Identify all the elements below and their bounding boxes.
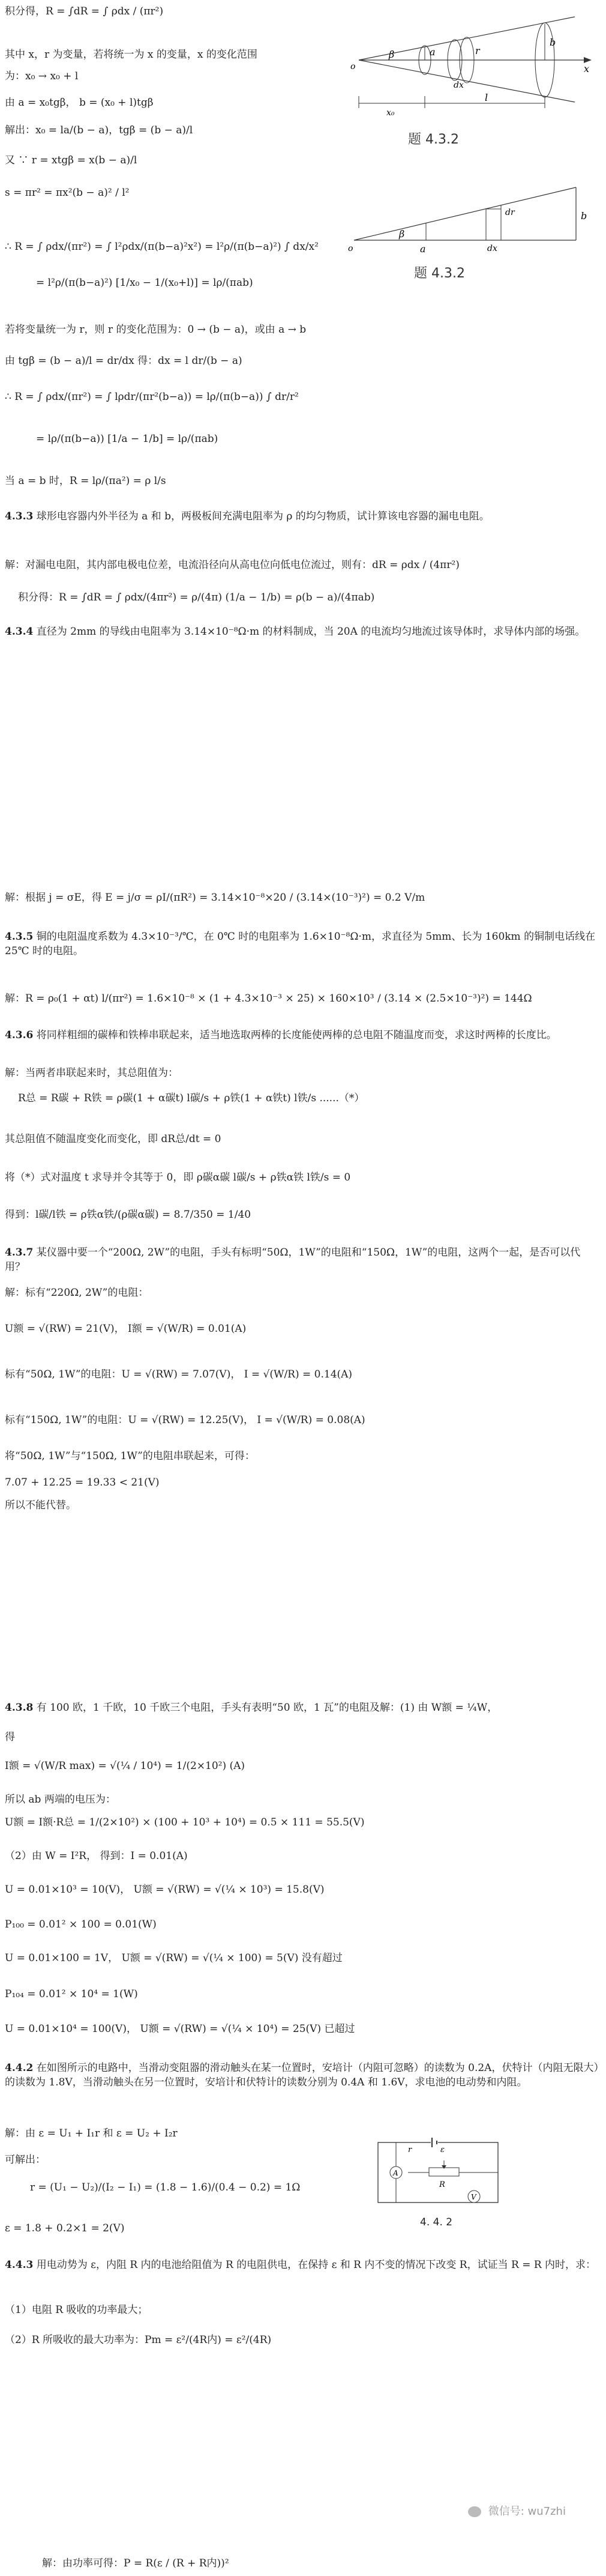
q442-title: 4.4.2 [5,2062,34,2074]
q437-step-2: U额 = √(RW) = 21(V)， I额 = √(W/R) = 0.01(A) [5,1323,247,1335]
q435-statement [5,930,599,958]
fig1-x0: x₀ [386,108,395,118]
q434-text: 直径为 2mm 的导线由电阻率为 3.14×10⁻⁸Ω·m 的材料制成，当 20A 的电流均匀地流过该导体时，求导体内部的场强。 [36,626,586,638]
q437-step-7: 所以不能代替。 [5,1499,76,1511]
voltmeter-label: V [471,2193,476,2201]
q437-text: 某仪器中要一个“200Ω, 2W”的电阻，手头有标明“50Ω，1W”的电阻和“150Ω，1W”的电阻，这两个一起，是否可以代用？ [5,1247,581,1273]
fig2-b: b [581,210,587,222]
intro-line-2: 其中 x，r 为变量，若将统一为 x 的变量，x 的变化范围 [5,49,257,61]
q436-step-4: 将（*）式对温度 t 求导并令其等于 0，即 ρ碳α碳 l碳/s + ρ铁α铁 l铁/s = 0 [5,1172,351,1184]
q438-step-6: P₁₀₀ = 0.01² × 100 = 0.01(W) [5,1918,157,1930]
q433-solution-2: 积分得：R = ∫dR = ∫ ρdx/(4πr²) = ρ/(4π) (1/a − 1/b) = ρ(b − a)/(4πab) [18,591,375,603]
q438-text: 有 100 欧，1 千欧，10 千欧三个电阻，手头有表明“50 欧，1 瓦”的电阻及解：(1) 由 W额 = ¼W， [36,1702,498,1714]
q438-step-0: 得 [5,1731,15,1743]
cone-figure [347,12,599,126]
circuit-figure [372,2136,510,2212]
fig1-a: a [430,46,436,58]
axis-arrow [584,57,592,63]
q436-step-2: R总 = R碳 + R铁 = ρ碳(1 + α碳t) l碳/s + ρ铁(1 + α铁t) l铁/s ......（*） [18,1092,365,1104]
q437-step-1: 解：标有“220Ω, 2W”的电阻： [5,1287,149,1299]
triangle-figure [348,180,600,258]
fig1-r: r [475,45,480,56]
watermark-text: 微信号: wu7zhi [488,2505,566,2518]
fig1-b: b [550,37,556,48]
q438-title: 4.3.8 [5,1702,34,1714]
q443-text: 用电动势为 ε，内阻 R 内的电池给阻值为 R 的电阻供电，在保持 ε 和 R 内不变的情况下改变 R，试证当 R = R 内时，求： [36,2259,596,2271]
q436-text: 将同样粗细的碳棒和铁棒串联起来，适当地选取两棒的长度能使两棒的总电阻不随温度而变，求这时两棒的长度比。 [36,1029,557,1041]
q435-title: 4.3.5 [5,931,34,943]
q437-step-3: 标有“50Ω, 1W”的电阻：U = √(RW) = 7.07(V)， I = √(W/R) = 0.14(A) [5,1368,353,1380]
intro-line-14: 当 a = b 时，R = lρ/(πa²) = ρ l/s [5,475,166,487]
q435-solution: 解：R = ρ₀(1 + αt) l/(πr²) = 1.6×10⁻⁸ × (1 + 4.3×10⁻³ × 25) × 160×10³ / (3.14 × (2.5×10⁻³)²) = 144Ω [5,993,532,1005]
circuit-caption: 4. 4. 2 [420,2216,453,2228]
q442-statement [5,2061,599,2090]
fig2-dr: dr [505,208,515,217]
q435-text: 铜的电阻温度系数为 4.3×10⁻³/℃，在 0℃ 时的电阻率为 1.6×10⁻⁸Ω·m，求直径为 5mm、长为 160km 的铜制电话线在 25℃ 时的电阻。 [5,931,596,957]
intro-line-7: s = πr² = πx²(b − a)² / l² [5,187,130,199]
q437-statement [5,1245,599,1274]
q438-step-1: I额 = √(W/R max) = √(¼ / 10⁴) = 1/(2×10²) (A) [5,1760,245,1772]
figure1-caption: 题 4.3.2 [408,132,459,147]
q433-solution-1: 解：对漏电电阻，其内部电极电位差，电流沿径向从高电位向低电位流过，则有：dR = ρdx / (4πr²) [5,559,460,571]
q442-step-1: 解：由 ε = U₁ + I₁r 和 ε = U₂ + I₂r [5,2127,178,2139]
q433-text: 球形电容器内外半径为 a 和 b，两极板间充满电阻率为 ρ 的均匀物质，试计算该电容器的漏电电阻。 [36,510,490,522]
q442-step-4: ε = 1.8 + 0.2×1 = 2(V) [5,2222,125,2234]
wechat-icon [468,2506,481,2517]
q436-step-1: 解：当两者串联起来时，其总阻值为： [5,1067,178,1079]
q443-item-1: （1）电阻 R 吸收的功率最大； [5,2304,148,2316]
circuit-r-label: r [408,2145,412,2154]
q433-title: 4.3.3 [5,510,34,522]
intro-line-4: 由 a = x₀tgβ， b = (x₀ + l)tgβ [5,97,154,109]
q436-statement [5,1028,599,1042]
intro-line-8: ∴ R = ∫ ρdx/(πr²) = ∫ l²ρdx/(π(b−a)²x²) = l²ρ/(π(b−a)²) ∫ dx/x² [5,241,319,253]
q434-statement [5,624,599,639]
q442-text: 在如图所示的电路中，当滑动变阻器的滑动触头在某一位置时，安培计（内阻可忽略）的读数为 0.2A，伏特计（内阻无限大）的读数为 1.8V，当滑动触头在另一位置时，安培计和伏特计的读数分别为 0.4A 和 1.6V，求电池的电动势和内阻。 [5,2062,599,2088]
q434-title: 4.3.4 [5,626,34,638]
q436-step-3: 其总阻值不随温度变化而变化，即 dR总/dt = 0 [5,1133,221,1145]
q433-statement [5,509,599,524]
q436-title: 4.3.6 [5,1029,34,1041]
q442-step-3: r = (U₁ − U₂)/(I₂ − I₁) = (1.8 − 1.6)/(0.4 − 0.2) = 1Ω [30,2181,301,2194]
intro-line-3: 为：x₀ → x₀ + l [5,70,79,82]
q438-step-8: P₁₀₄ = 0.01² × 10⁴ = 1(W) [5,1988,138,2000]
fig2-a: a [420,243,426,255]
q438-step-4: （2）由 W = I²R， 得到：I = 0.01(A) [5,1850,188,1862]
q438-step-3: U额 = I额·R总 = 1/(2×10²) × (100 + 10³ + 10⁴) = 0.5 × 111 = 55.5(V) [5,1816,365,1828]
q443-solution: 解：由功率可得：P = R(ε / (R + R内))² [42,2557,229,2569]
q434-solution: 解：根据 j = σE，得 E = j/σ = ρI/(πR²) = 3.14×10⁻⁸×20 / (3.14×(10⁻³)²) = 0.2 V/m [5,892,425,904]
rheostat-label: R [439,2180,445,2189]
fig2-beta: β [399,228,405,240]
intro-line-1: 积分得，R = ∫dR = ∫ ρdx / (πr²) [5,5,164,17]
rheostat-icon [429,2168,459,2176]
intro-line-5: 解出：x₀ = la/(b − a)，tgβ = (b − a)/l [5,124,193,136]
q438-step-9: U = 0.01×10⁴ = 100(V)， U额 = √(RW) = √(¼ × 10⁴) = 25(V) 已超过 [5,2023,355,2035]
fig1-l: l [485,92,488,103]
intro-line-11: 由 tgβ = (b − a)/l = dr/dx 得：dx = l dr/(b − a) [5,355,242,367]
q443-title: 4.4.3 [5,2259,34,2271]
ammeter-label: A [393,2169,398,2177]
fig1-dx: dx [454,80,464,90]
fig1-x: x [584,63,590,74]
circuit-emf-label: ε [440,2145,445,2154]
q437-title: 4.3.7 [5,1247,34,1259]
fig2-o: o [348,244,353,253]
q437-step-6: 7.07 + 12.25 = 19.33 < 21(V) [5,1477,160,1489]
intro-line-10: 若将变量统一为 r，则 r 的变化范围为：0 → (b − a)，或由 a → b [5,324,307,336]
fig1-o: o [350,62,356,71]
watermark [468,2503,566,2518]
intro-line-9: = l²ρ/(π(b−a)²) [1/x₀ − 1/(x₀+l)] = lρ/(πab) [36,277,253,289]
q442-step-2: 可解出： [5,2154,46,2166]
q436-step-5: 得到：l碳/l铁 = ρ铁α铁/(ρ碳α碳) = 8.7/350 = 1/40 [5,1209,251,1221]
q438-step-5: U = 0.01×10³ = 10(V)， U额 = √(RW) = √(¼ × 10³) = 15.8(V) [5,1884,325,1896]
intro-line-6: 又 ∵ r = xtgβ = x(b − a)/l [5,154,137,166]
q438-statement [5,1701,599,1715]
fig2-dx: dx [487,244,497,253]
intro-line-13: = lρ/(π(b−a)) [1/a − 1/b] = lρ/(πab) [36,433,218,445]
q438-step-7: U = 0.01×100 = 1V， U额 = √(RW) = √(¼ × 100) = 5(V) 没有超过 [5,1952,343,1964]
q443-item-2: （2）R 所吸收的最大功率为：Pm = ε²/(4R内) = ε²/(4R) [5,2334,272,2346]
intro-line-12: ∴ R = ∫ ρdx/(πr²) = ∫ lρdr/(πr²(b−a)) = lρ/(π(b−a)) ∫ dr/r² [5,391,299,403]
fig1-beta: β [389,49,395,60]
q438-step-2: 所以 ab 两端的电压为： [5,1794,116,1806]
figure2-caption: 题 4.3.2 [414,266,465,281]
tri-hypotenuse [354,187,576,240]
q443-statement [5,2258,599,2272]
q437-step-4: 标有“150Ω, 1W”的电阻：U = √(RW) = 12.25(V)， I = √(W/R) = 0.08(A) [5,1414,365,1426]
q437-step-5: 将“50Ω, 1W”与“150Ω, 1W”的电阻串联起来，可得： [5,1450,255,1462]
